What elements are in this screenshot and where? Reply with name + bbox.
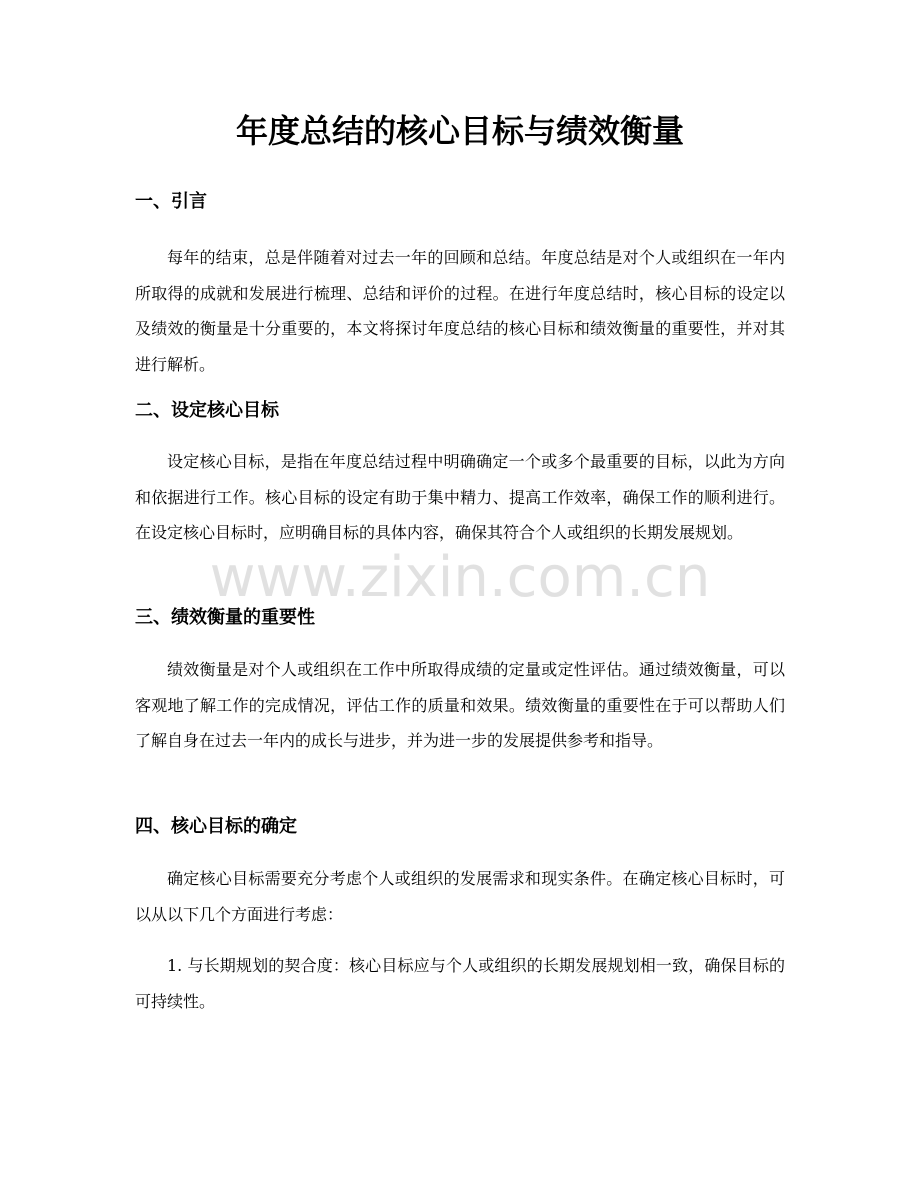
list-item-long-term-alignment: 1. 与长期规划的契合度：核心目标应与个人或组织的长期发展规划相一致，确保目标的可持续性。 xyxy=(135,956,785,1011)
watermark: www.zixin.com.cn xyxy=(209,545,711,610)
paragraph-performance-importance: 绩效衡量是对个人或组织在工作中所取得成绩的定量或定性评估。通过绩效衡量，可以客观地了解工作的完成情况，评估工作的质量和效果。绩效衡量的重要性在于可以帮助人们了解自身在过去一年内的成长与进步，并为进一步的发展提供参考和指导。 xyxy=(135,660,785,750)
document-title: 年度总结的核心目标与绩效衡量 xyxy=(235,112,684,150)
section-heading-determine-core-goals: 四、核心目标的确定 xyxy=(135,816,297,837)
section-heading-set-core-goals: 二、设定核心目标 xyxy=(135,400,279,421)
paragraph-introduction: 每年的结束，总是伴随着对过去一年的回顾和总结。年度总结是对个人或组织在一年内所取得的成就和发展进行梳理、总结和评价的过程。在进行年度总结时，核心目标的设定以及绩效的衡量是十分重要的，本文将探讨年度总结的核心目标和绩效衡量的重要性，并对其进行解析。 xyxy=(135,248,785,374)
section-heading-introduction: 一、引言 xyxy=(135,191,207,212)
section-heading-performance-importance: 三、绩效衡量的重要性 xyxy=(135,607,315,628)
paragraph-set-core-goals: 设定核心目标，是指在年度总结过程中明确确定一个或多个最重要的目标，以此为方向和依据进行工作。核心目标的设定有助于集中精力、提高工作效率，确保工作的顺利进行。在设定核心目标时，应明确目标的具体内容，确保其符合个人或组织的长期发展规划。 xyxy=(135,452,785,542)
paragraph-determine-core-goals: 确定核心目标需要充分考虑个人或组织的发展需求和现实条件。在确定核心目标时，可以从以下几个方面进行考虑： xyxy=(135,869,785,924)
